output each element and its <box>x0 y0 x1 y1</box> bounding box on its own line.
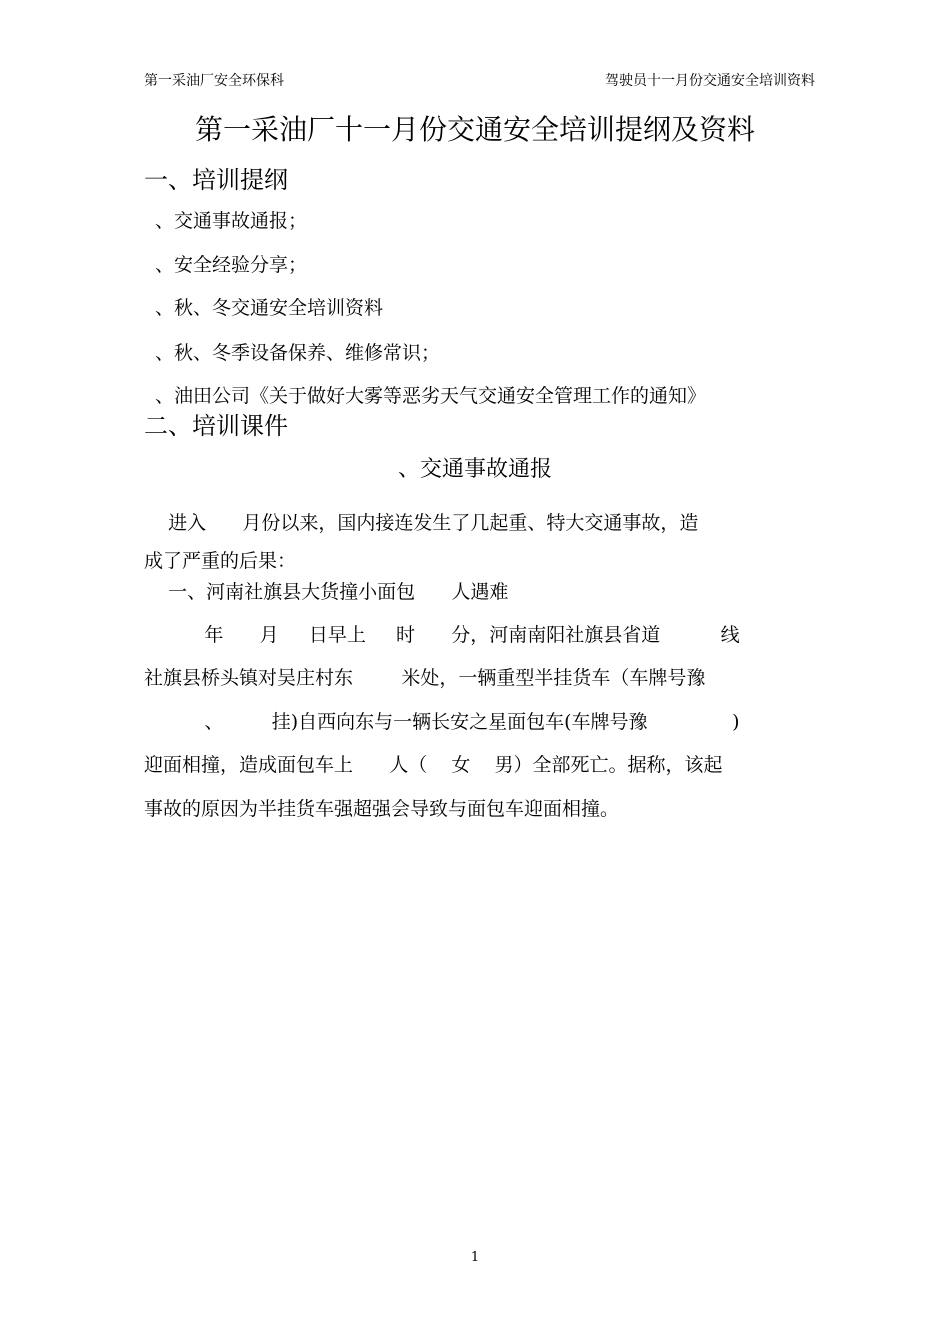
outline-item: 、安全经验分享； <box>155 254 308 276</box>
outline-item: 、秋、冬交通安全培训资料 <box>155 297 384 319</box>
outline-item: 、交通事故通报； <box>155 210 308 232</box>
document-title: 第一采油厂十一月份交通安全培训提纲及资料 <box>194 113 755 146</box>
section-heading-courseware: 二、培训课件 <box>144 412 288 440</box>
body-line: 、 挂)自西向东与一辆长安之星面包车(车牌号豫 ) <box>144 711 740 733</box>
body-line: 迎面相撞，造成面包车上 人（ 女 男）全部死亡。据称，该起 <box>144 754 723 776</box>
section-heading-outline: 一、培训提纲 <box>144 166 288 194</box>
body-line: 社旗县桥头镇对吴庄村东 米处，一辆重型半挂货车（车牌号豫 <box>144 667 706 689</box>
body-line: 进入 月份以来，国内接连发生了几起重、特大交通事故，造 <box>144 512 699 534</box>
body-line: 一、河南社旗县大货撞小面包 人遇难 <box>144 581 509 603</box>
outline-item: 、秋、冬季设备保养、维修常识； <box>155 342 441 364</box>
header-right: 驾驶员十一月份交通安全培训资料 <box>605 73 815 89</box>
body-line: 事故的原因为半挂货车强超强会导致与面包车迎面相撞。 <box>144 798 620 820</box>
header-left: 第一采油厂安全环保科 <box>144 73 284 89</box>
section-subtitle: 、交通事故通报 <box>397 457 552 482</box>
page-number: 1 <box>470 1250 480 1265</box>
body-line: 年 月 日早上 时 分，河南南阳社旗县省道 线 <box>144 624 740 646</box>
outline-item: 、油田公司《关于做好大雾等恶劣天气交通安全管理工作的通知》 <box>155 385 707 407</box>
body-line: 成了严重的后果： <box>144 550 297 572</box>
